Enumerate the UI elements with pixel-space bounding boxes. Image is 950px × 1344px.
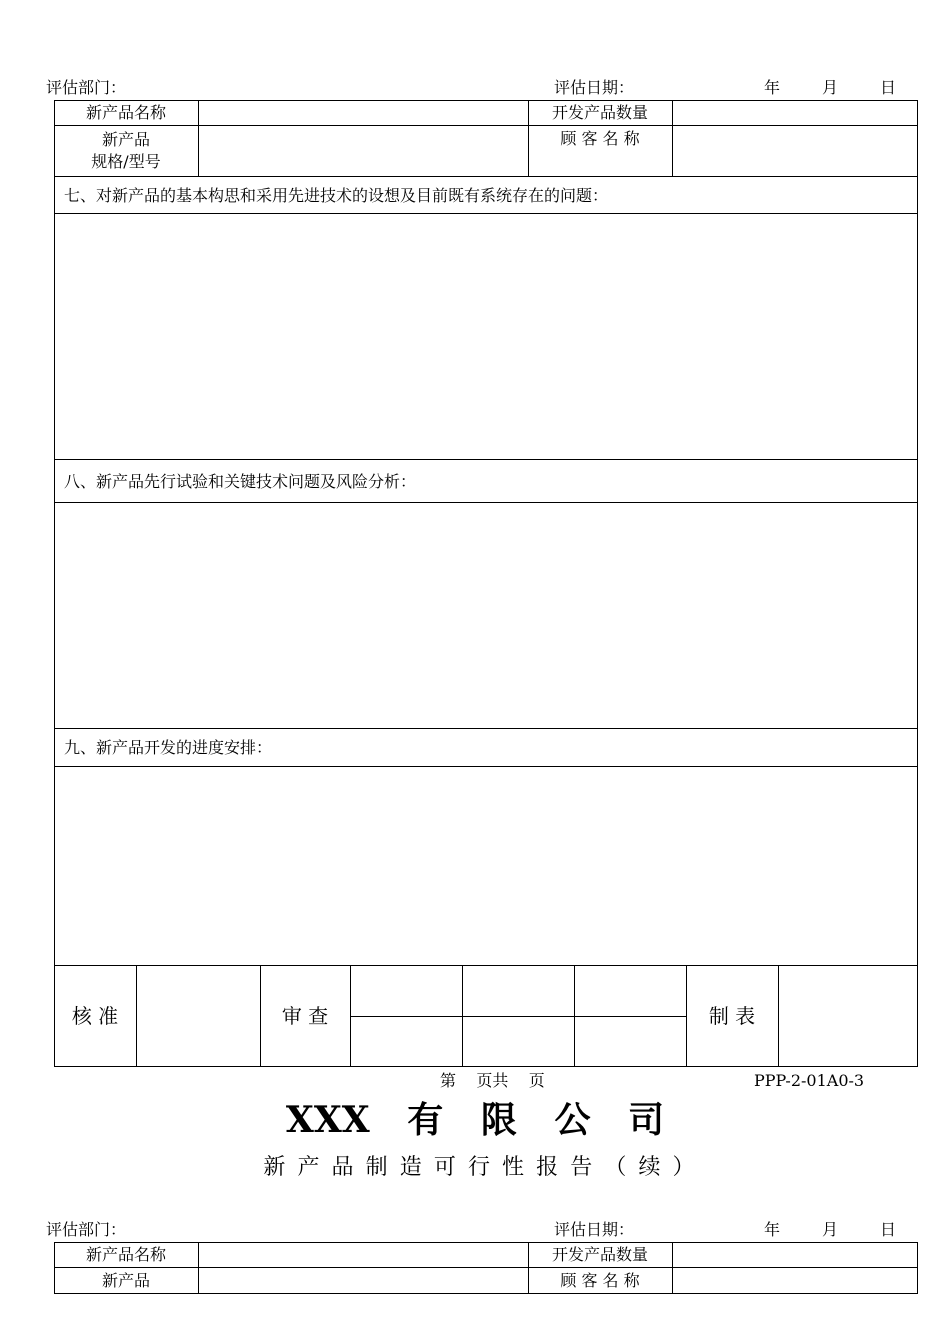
approve-sign-field[interactable]	[137, 966, 260, 1066]
customer-label: 顾 客 名 称	[560, 1271, 640, 1291]
dev-qty-field[interactable]	[672, 100, 918, 125]
customer-field[interactable]	[672, 126, 918, 176]
day-label: 日	[880, 78, 897, 97]
month-label: 月	[822, 1220, 839, 1239]
year-label: 年	[764, 1220, 781, 1239]
spec-label: 新产品	[101, 1271, 150, 1291]
company-title: XXX 有 限 公 司	[285, 1099, 665, 1141]
product-name-label: 新产品名称	[85, 102, 166, 122]
spec-label	[54, 126, 198, 176]
section-7-heading: 七、对新产品的基本构思和采用先进技术的设想及目前既有系统存在的问题：	[64, 186, 609, 205]
customer-label: 顾 客 名 称	[560, 129, 640, 149]
review-sign-field[interactable]	[351, 1017, 462, 1066]
review-sign-field[interactable]	[351, 966, 462, 1016]
spec-label-line1: 新产品	[101, 130, 150, 150]
review-sign-field[interactable]	[463, 966, 574, 1016]
review-sign-field[interactable]	[463, 1017, 574, 1066]
dev-qty-label: 开发产品数量	[551, 1244, 648, 1264]
dev-qty-field[interactable]	[672, 1242, 918, 1267]
dev-qty-label: 开发产品数量	[551, 102, 648, 122]
customer-field[interactable]	[672, 1268, 918, 1294]
product-name-field[interactable]	[198, 100, 528, 125]
year-label: 年	[764, 78, 781, 97]
divider	[54, 459, 918, 460]
month-label: 月	[822, 78, 839, 97]
prepare-sign-field[interactable]	[779, 966, 917, 1066]
day-label: 日	[880, 1220, 897, 1239]
section-8-heading: 八、新产品先行试验和关键技术问题及风险分析：	[64, 472, 417, 491]
review-label: 审 查	[281, 1003, 329, 1028]
date-label: 评估日期：	[554, 1220, 635, 1239]
spec-label-line2: 规格/型号	[91, 152, 161, 171]
review-sign-field[interactable]	[575, 1017, 686, 1066]
spec-field[interactable]	[198, 126, 528, 176]
report-subtitle: 新产品制造可行性报告（续）	[263, 1155, 707, 1180]
section-9-content[interactable]	[55, 767, 917, 965]
spec-field[interactable]	[198, 1268, 528, 1294]
dept-label: 评估部门：	[46, 78, 127, 97]
approve-label: 核 准	[71, 1003, 119, 1028]
divider	[54, 728, 918, 729]
review-sign-field[interactable]	[575, 966, 686, 1016]
divider	[54, 176, 918, 177]
form-code: PPP-2-01A0-3	[754, 1071, 865, 1090]
product-name-field[interactable]	[198, 1242, 528, 1267]
section-9-heading: 九、新产品开发的进度安排：	[64, 738, 273, 757]
dept-label: 评估部门：	[46, 1220, 127, 1239]
product-name-label: 新产品名称	[85, 1244, 166, 1264]
page-number: 第 页共 页	[440, 1071, 545, 1090]
section-8-content[interactable]	[55, 503, 917, 728]
section-7-content[interactable]	[55, 214, 917, 459]
prepare-label: 制 表	[708, 1003, 756, 1028]
date-label: 评估日期：	[554, 78, 635, 97]
